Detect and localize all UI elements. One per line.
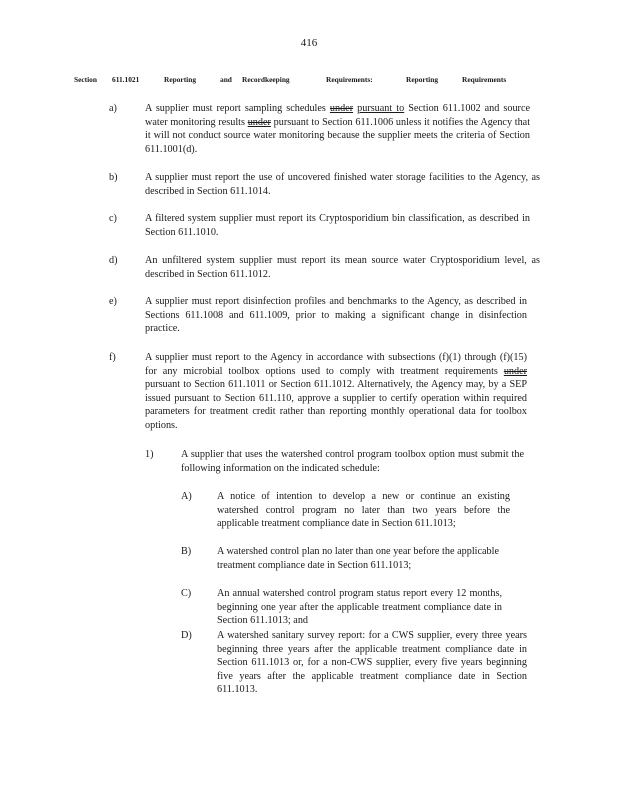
subsection-d-text: An unfiltered system supplier must report its mean source water Cryptosporidium level, as described in Section 611.1012. [145, 255, 540, 280]
page-number: 416 [300, 37, 318, 49]
subsection-a-text-1: A supplier must report sampling schedules [145, 103, 326, 114]
subsection-d-label: d) [109, 255, 118, 266]
subsection-f1-C-label: C) [181, 588, 192, 599]
subsection-a-text [145, 102, 530, 156]
subsection-f1-text: A supplier that uses the watershed control program toolbox option must submit the following information on the indicated schedule: [181, 449, 524, 474]
heading-section-number: 611.1021 [112, 75, 140, 84]
subsection-a-underlined-under: under [329, 103, 354, 114]
subsection-f-text [145, 351, 527, 433]
subsection-a-text-2: Section 611.1002 and source water monitoring results [145, 103, 530, 128]
subsection-b-text: A supplier must report the use of uncovered finished water storage facilities to the Agency, as described in Section 611.1014. [145, 172, 540, 197]
subsection-f-text-1: A supplier must report to the Agency in accordance with subsections (f)(1) through (f)(15) for any microbial toolbox options used to comply with treatment requirements [145, 352, 527, 377]
heading-word-requirements: Requirements: [326, 75, 373, 84]
subsection-c-label: c) [109, 213, 117, 224]
subsection-f1-B-label: B) [181, 546, 192, 557]
subsection-f-text-2: pursuant to Section 611.1011 or Section 611.1012. Alternatively, the Agency may, by a SEP issued pursuant to Section 611.110, approve a supplier to certify operation within required parameters for treatment credit rather than reporting monthly operational data for toolbox options. [145, 379, 527, 431]
subsection-e-text: A supplier must report disinfection profiles and benchmarks to the Agency, as described in Sections 611.1008 and 611.1009, prior to making a significant change in disinfection practice. [145, 296, 527, 335]
subsection-f1-label: 1) [145, 449, 154, 460]
subsection-e-label: e) [109, 296, 117, 307]
subsection-a-underlined-under-2: under [247, 116, 271, 128]
subsection-a-underlined-pursuant: pursuant to [357, 103, 405, 114]
subsection-a-text-3: pursuant to Section 611.1006 unless it notifies the Agency that it will not conduct source water monitoring because the supplier meets the criteria of Section 611.1001(d). [145, 116, 531, 155]
subsection-f1-A-text: A notice of intention to develop a new or continue an existing watershed control program no later than two years before the applicable treatment compliance date in Section 611.1013; [217, 491, 510, 530]
heading-word-recordkeeping: Recordkeeping [242, 75, 290, 84]
subsection-a-label: a) [109, 103, 117, 114]
heading-word-reporting: Reporting [164, 75, 197, 84]
subsection-f1-D-text: A watershed sanitary survey report: for a CWS supplier, every three years beginning three years after the applicable treatment compliance date in Section 611.1013 or, for a non-CWS supplier, every five years beginning five years after the applicable treatment compliance date in Section 611.1013. [217, 630, 527, 696]
subsection-f1-B-text: A watershed control plan no later than one year before the applicable treatment compliance date in Section 611.1013; [217, 546, 499, 571]
subsection-b-label: b) [109, 172, 118, 183]
heading-section-word: Section [74, 75, 97, 84]
subsection-f-label: f) [109, 352, 116, 363]
subsection-c-text: A filtered system supplier must report its Cryptosporidium bin classification, as described in Section 611.1010. [145, 213, 530, 238]
subsection-f-underlined-under: under [503, 365, 528, 377]
heading-word-and: and [220, 75, 232, 84]
subsection-f1-A-label: A) [181, 491, 192, 502]
subsection-f1-D-label: D) [181, 630, 192, 641]
heading-word-reporting-2: Reporting [406, 75, 439, 84]
heading-word-requirements-2: Requirements [462, 75, 507, 84]
subsection-f1-C-text: An annual watershed control program status report every 12 months, beginning one year after the applicable treatment compliance date in Section 611.1013; and [217, 588, 502, 627]
